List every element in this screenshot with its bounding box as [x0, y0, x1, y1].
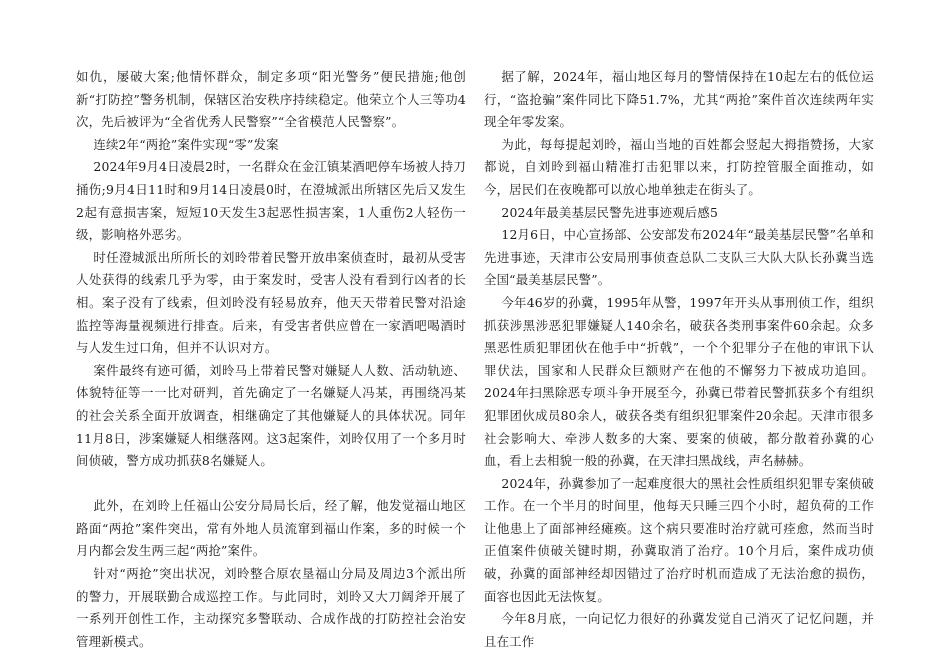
section-heading: 连续2年“两抢”案件实现“零”发案 [93, 136, 279, 152]
right-column [484, 66, 874, 653]
paragraph: 今年46岁的孙冀，1995年从警，1997年开头从事刑侦工作，组织抓获涉黑涉恶犯罪嫌疑人140余名，破获各类刑事案件60余起。众多黑恶性质犯罪团伙在他手中“折戟”，一个个犯罪分子在他的审讯下认罪伏法，国家和人民群众巨额财产在他的不懈努力下被成功追回。2024年扫黑除恶专项斗争开展至今，孙冀已带着民警抓获多个有组织犯罪团伙成员80余人，破获各类有组织犯罪案件20余起。天津市很多社会影响大、牵涉人数多的大案、要案的侦破，都分散着孙冀的心血，看上去相貌一般的孙冀，在天津扫黑战线，声名赫赫。 [484, 294, 874, 469]
paragraph: 如仇，屡破大案;他情怀群众，制定多项“阳光警务”便民措施;他创新“打防控”警务机制，保辖区治安秩序持续稳定。他荣立个人三等功4次，先后被评为“全省优秀人民警察”“全省模范人民警察”。 [76, 69, 466, 130]
paragraph: 今年8月底，一向记忆力很好的孙冀发觉自己消灭了记忆问题，并且在工作 [484, 611, 874, 649]
paragraph: 2024年，孙冀参加了一起难度很大的黑社会性质组织犯罪专案侦破工作。在一个半月的时间里，他每天只睡三四个小时，超负荷的工作让他患上了面部神经瘫痪。这个病只要准时治疗就可痊愈，然而当时正值案件侦破关键时期，孙冀取消了治疗。10个月后，案件成功侦破，孙冀的面部神经却因错过了治疗时机而造成了无法治愈的损伤，面容也因此无法恢复。 [484, 475, 874, 604]
paragraph: 2024年9月4日凌晨2时，一名群众在金江镇某酒吧停车场被人持刀捅伤;9月4日11时和9月14日凌晨0时，在澄城派出所辖区先后又发生2起有意损害案，短短10天发生3起恶性损害案，1人重伤2人轻伤一级，影响格外恶劣。 [76, 159, 466, 243]
left-column [76, 66, 466, 653]
paragraph: 为此，每每提起刘昤，福山当地的百姓都会竖起大拇指赞扬，大家都说，自刘昤到福山精准打击犯罪以来，打防控管服全面推动，如今，居民们在夜晚都可以放心地单独走在街头了。 [484, 136, 874, 197]
paragraph: 案件最终有迹可循，刘昤马上带着民警对嫌疑人人数、活动轨迹、体貌特征等一一比对研判，首先确定了一名嫌疑人冯某，再围绕冯某的社会关系全面开放调查，相继确定了其他嫌疑人的具体状况。同年11月8日，涉案嫌疑人相继落网。这3起案件，刘昤仅用了一个多月时间侦破，警方成功抓获8名嫌疑人。 [76, 362, 466, 469]
paragraph: 针对“两抢”突出状况，刘昤整合原农垦福山分局及周边3个派出所的警力，开展联勤合成巡控工作。与此同时，刘昤又大刀阔斧开展了一系列开创性工作，主动探究多警联动、合成作战的打防控社会治安管理新模式。 [76, 566, 466, 649]
paragraph: 12月6日，中心宣扬部、公安部发布2024年“最美基层民警”名单和先进事迹，天津市公安局刑事侦查总队二支队三大队大队长孙冀当选全国“最美基层民警”。 [484, 227, 874, 288]
paragraph: 此外，在刘昤上任福山公安分局局长后，经了解，他发觉福山地区路面“两抢”案件突出，常有外地人员流窜到福山作案，多的时候一个月内都会发生两三起“两抢”案件。 [76, 498, 466, 559]
paragraph: 据了解，2024年，福山地区每月的警情保持在10起左右的低位运行，“盗抢骗”案件同比下降51.7%，尤其“两抢”案件首次连续两年实现全年零发案。 [484, 69, 874, 130]
section-heading: 2024年最美基层民警先进事迹观后感5 [501, 204, 719, 220]
paragraph: 时任澄城派出所所长的刘昤带着民警开放串案侦查时，最初从受害人处获得的线索几乎为零，由于案发时，受害人没有看到行凶者的长相。案子没有了线索，但刘昤没有轻易放弃，他天天带着民警对沿途监控等海量视频进行排查。后来，有受害者供应曾在一家酒吧喝酒时与人发生过口角，但并不认识对方。 [76, 249, 466, 356]
